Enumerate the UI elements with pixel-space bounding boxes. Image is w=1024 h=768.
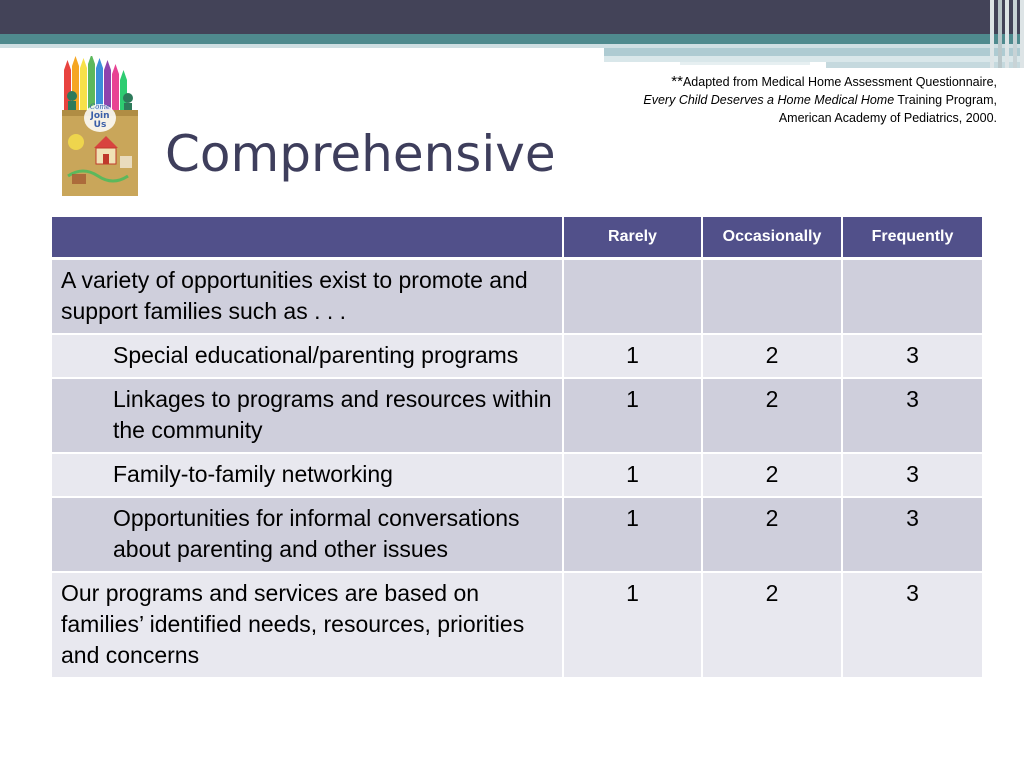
table-row [52, 378, 982, 453]
occasionally-cell: 2 [702, 497, 842, 572]
citation-program-title: Every Child Deserves a Home Medical Home [643, 93, 895, 107]
rarely-cell: 1 [563, 378, 702, 453]
row-label: Opportunities for informal conversations about parenting and other issues [52, 497, 563, 572]
occasionally-cell: 2 [702, 572, 842, 678]
top-teal-bar [0, 34, 1024, 44]
corner-stripes [990, 0, 1024, 68]
svg-text:Come: Come [89, 103, 111, 111]
top-light-bar-2 [604, 48, 1024, 56]
row-label: Our programs and services are based on families’ identified needs, resources, priorities and concerns [52, 572, 563, 678]
occasionally-cell: 2 [702, 334, 842, 378]
frequently-cell: 3 [842, 572, 982, 678]
frequently-cell: 3 [842, 453, 982, 497]
row-label: Special educational/parenting programs [52, 334, 563, 378]
header-frequently: Frequently [842, 217, 982, 259]
citation-line-2-rest: Training Program, [894, 93, 997, 107]
header-blank [52, 217, 563, 259]
assessment-table [52, 217, 982, 679]
header-rarely: Rarely [563, 217, 702, 259]
header-occasionally: Occasionally [702, 217, 842, 259]
rarely-cell: 1 [563, 334, 702, 378]
table-row [52, 259, 982, 335]
rarely-cell: 1 [563, 572, 702, 678]
table-row [52, 453, 982, 497]
citation [527, 73, 997, 127]
frequently-cell: 3 [842, 497, 982, 572]
occasionally-cell [702, 259, 842, 335]
citation-line-3: American Academy of Pediatrics, 2000. [778, 111, 997, 125]
svg-text:Us: Us [93, 120, 107, 130]
occasionally-cell: 2 [702, 453, 842, 497]
come-join-us-logo [58, 56, 142, 198]
table-header-row [52, 217, 982, 259]
slide-title: Comprehensive [165, 125, 556, 183]
frequently-cell [842, 259, 982, 335]
row-label: Family-to-family networking [52, 453, 563, 497]
top-light-bar-5 [680, 62, 810, 65]
top-dark-bar [0, 0, 1024, 34]
citation-line-1: Adapted from Medical Home Assessment Questionnaire, [682, 75, 997, 89]
citation-stars: ** [671, 73, 683, 90]
frequently-cell: 3 [842, 334, 982, 378]
frequently-cell: 3 [842, 378, 982, 453]
table-row [52, 497, 982, 572]
row-label: A variety of opportunities exist to promote and support families such as . . . [52, 259, 563, 335]
table-row [52, 334, 982, 378]
occasionally-cell: 2 [702, 378, 842, 453]
rarely-cell: 1 [563, 497, 702, 572]
table-row [52, 572, 982, 678]
row-label: Linkages to programs and resources within the community [52, 378, 563, 453]
rarely-cell: 1 [563, 453, 702, 497]
rarely-cell [563, 259, 702, 335]
svg-text:Join: Join [90, 111, 110, 121]
